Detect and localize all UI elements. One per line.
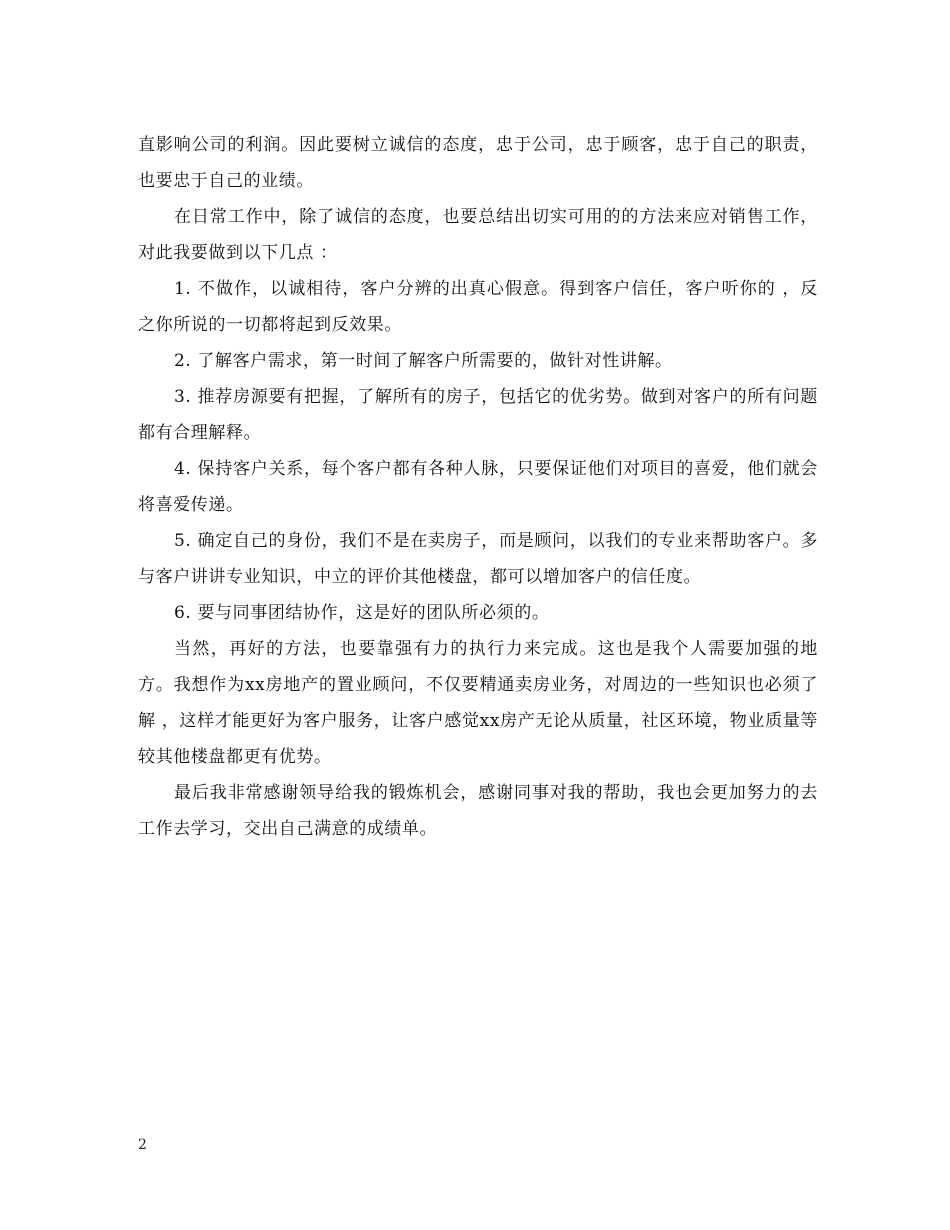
paragraph-continuation: 直影响公司的利润。因此要树立诚信的态度，忠于公司，忠于顾客，忠于自己的职责，也要忠于自己的业绩。 [138, 135, 818, 191]
paragraph-closing: 最后我非常感谢领导给我的锻炼机会，感谢同事对我的帮助，我也会更加努力的去工作去学习，交出自己满意的成绩单。 [138, 783, 818, 839]
list-item-3: 3. 推荐房源要有把握，了解所有的房子，包括它的优劣势。做到对客户的所有问题都有合理解释。 [138, 387, 818, 443]
paragraph-intro-methods: 在日常工作中，除了诚信的态度，也要总结出切实可用的的方法来应对销售工作，对此我要做到以下几点 ： [138, 207, 818, 263]
list-item-2: 2. 了解客户需求，第一时间了解客户所需要的，做针对性讲解。 [174, 351, 673, 371]
list-item-6: 6. 要与同事团结协作，这是好的团队所必须的。 [174, 603, 550, 623]
list-item-5: 5. 确定自己的身份，我们不是在卖房子，而是顾问，以我们的专业来帮助客户。多与客户讲讲专业知识，中立的评价其他楼盘，都可以增加客户的信任度。 [138, 531, 818, 587]
paragraph-execution: 当然，再好的方法，也要靠强有力的执行力来完成。这也是我个人需要加强的地方。我想作为xx房地产的置业顾问，不仅要精通卖房业务，对周边的一些知识也必须了解 ，这样才能更好为客户服务，让客户感觉xx房产无论从质量，社区环境，物业质量等较其他楼盘都更有优势。 [138, 639, 818, 767]
page-number: 2 [138, 1137, 147, 1153]
list-item-1: 1. 不做作，以诚相待，客户分辨的出真心假意。得到客户信任，客户听你的 ，反之你所说的一切都将起到反效果。 [138, 279, 818, 335]
document-body [138, 127, 818, 847]
list-item-4: 4. 保持客户关系，每个客户都有各种人脉，只要保证他们对项目的喜爱，他们就会将喜爱传递。 [138, 459, 818, 515]
